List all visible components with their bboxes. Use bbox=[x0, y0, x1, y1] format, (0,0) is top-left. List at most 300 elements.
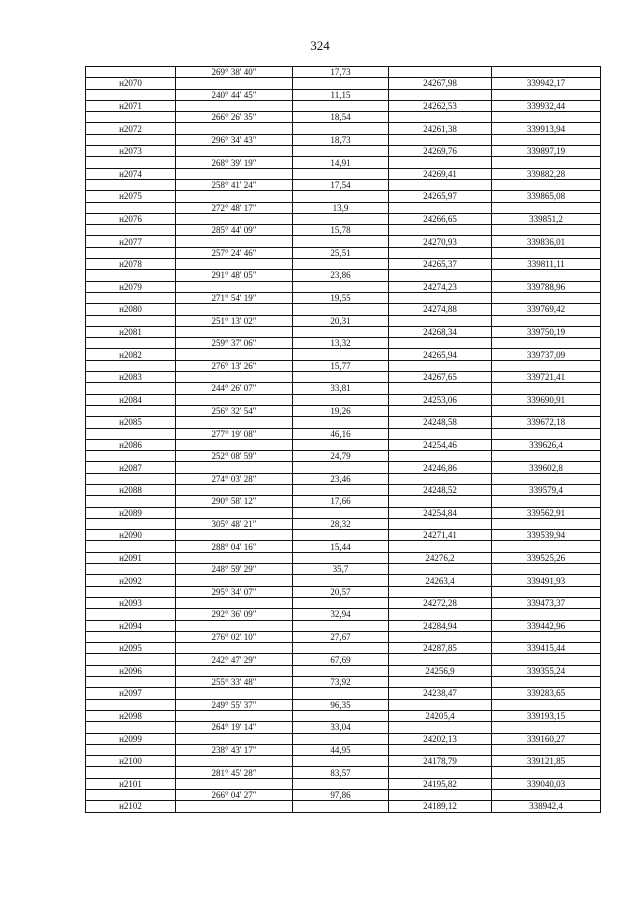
empty-cell bbox=[86, 564, 176, 575]
empty-cell bbox=[293, 259, 389, 270]
empty-cell bbox=[176, 665, 293, 676]
point-row bbox=[86, 665, 601, 676]
bearing-cell: 257° 24' 46" bbox=[176, 247, 293, 258]
x-coordinate-cell: 24266,65 bbox=[389, 213, 492, 224]
empty-cell bbox=[389, 112, 492, 123]
segment-row bbox=[86, 405, 601, 416]
point-name-cell: н2086 bbox=[86, 439, 176, 450]
empty-cell bbox=[86, 383, 176, 394]
distance-cell: 83,57 bbox=[293, 767, 389, 778]
empty-cell bbox=[389, 496, 492, 507]
distance-cell: 19,55 bbox=[293, 292, 389, 303]
point-name-cell: н2075 bbox=[86, 191, 176, 202]
empty-cell bbox=[86, 677, 176, 688]
y-coordinate-cell: 339865,08 bbox=[492, 191, 601, 202]
x-coordinate-cell: 24202,13 bbox=[389, 733, 492, 744]
empty-cell bbox=[389, 586, 492, 597]
empty-cell bbox=[176, 281, 293, 292]
point-name-cell: н2081 bbox=[86, 326, 176, 337]
empty-cell bbox=[389, 767, 492, 778]
point-name-cell: н2087 bbox=[86, 462, 176, 473]
empty-cell bbox=[86, 157, 176, 168]
distance-cell: 11,15 bbox=[293, 89, 389, 100]
y-coordinate-cell: 339539,94 bbox=[492, 530, 601, 541]
empty-cell bbox=[176, 801, 293, 812]
empty-cell bbox=[492, 67, 601, 78]
x-coordinate-cell: 24276,2 bbox=[389, 552, 492, 563]
x-coordinate-cell: 24254,46 bbox=[389, 439, 492, 450]
empty-cell bbox=[389, 564, 492, 575]
distance-cell: 67,69 bbox=[293, 654, 389, 665]
empty-cell bbox=[86, 654, 176, 665]
y-coordinate-cell: 339602,8 bbox=[492, 462, 601, 473]
point-name-cell: н2092 bbox=[86, 575, 176, 586]
empty-cell bbox=[176, 688, 293, 699]
empty-cell bbox=[492, 790, 601, 801]
bearing-cell: 252° 08' 59" bbox=[176, 451, 293, 462]
empty-cell bbox=[492, 722, 601, 733]
point-name-cell: н2098 bbox=[86, 710, 176, 721]
x-coordinate-cell: 24274,23 bbox=[389, 281, 492, 292]
point-name-cell: н2076 bbox=[86, 213, 176, 224]
point-row bbox=[86, 123, 601, 134]
empty-cell bbox=[293, 665, 389, 676]
point-name-cell: н2073 bbox=[86, 146, 176, 157]
distance-cell: 33,81 bbox=[293, 383, 389, 394]
segment-row bbox=[86, 338, 601, 349]
y-coordinate-cell: 339473,37 bbox=[492, 597, 601, 608]
x-coordinate-cell: 24256,9 bbox=[389, 665, 492, 676]
empty-cell bbox=[293, 281, 389, 292]
bearing-cell: 285° 44' 09" bbox=[176, 225, 293, 236]
segment-row bbox=[86, 677, 601, 688]
distance-cell: 20,31 bbox=[293, 315, 389, 326]
y-coordinate-cell: 339836,01 bbox=[492, 236, 601, 247]
empty-cell bbox=[176, 372, 293, 383]
empty-cell bbox=[492, 157, 601, 168]
y-coordinate-cell: 339811,11 bbox=[492, 259, 601, 270]
distance-cell: 17,66 bbox=[293, 496, 389, 507]
point-row bbox=[86, 439, 601, 450]
empty-cell bbox=[389, 202, 492, 213]
segment-row bbox=[86, 767, 601, 778]
x-coordinate-cell: 24269,41 bbox=[389, 168, 492, 179]
point-row bbox=[86, 168, 601, 179]
bearing-cell: 290° 58' 12" bbox=[176, 496, 293, 507]
y-coordinate-cell: 339882,28 bbox=[492, 168, 601, 179]
point-row bbox=[86, 462, 601, 473]
bearing-cell: 274° 03' 28" bbox=[176, 473, 293, 484]
empty-cell bbox=[176, 417, 293, 428]
point-row bbox=[86, 756, 601, 767]
segment-row bbox=[86, 744, 601, 755]
segment-row bbox=[86, 202, 601, 213]
empty-cell bbox=[86, 699, 176, 710]
point-row bbox=[86, 394, 601, 405]
y-coordinate-cell: 339491,93 bbox=[492, 575, 601, 586]
distance-cell: 19,26 bbox=[293, 405, 389, 416]
y-coordinate-cell: 339415,44 bbox=[492, 643, 601, 654]
empty-cell bbox=[86, 451, 176, 462]
empty-cell bbox=[389, 722, 492, 733]
empty-cell bbox=[492, 405, 601, 416]
point-row bbox=[86, 733, 601, 744]
y-coordinate-cell: 339626,4 bbox=[492, 439, 601, 450]
bearing-cell: 264° 19' 14" bbox=[176, 722, 293, 733]
empty-cell bbox=[389, 541, 492, 552]
empty-cell bbox=[293, 123, 389, 134]
empty-cell bbox=[492, 744, 601, 755]
empty-cell bbox=[389, 89, 492, 100]
x-coordinate-cell: 24270,93 bbox=[389, 236, 492, 247]
empty-cell bbox=[492, 179, 601, 190]
empty-cell bbox=[293, 349, 389, 360]
empty-cell bbox=[176, 507, 293, 518]
empty-cell bbox=[293, 326, 389, 337]
point-name-cell: н2102 bbox=[86, 801, 176, 812]
point-name-cell: н2078 bbox=[86, 259, 176, 270]
empty-cell bbox=[492, 654, 601, 665]
segment-row bbox=[86, 451, 601, 462]
point-name-cell: н2088 bbox=[86, 484, 176, 495]
distance-cell: 28,32 bbox=[293, 518, 389, 529]
point-name-cell: н2074 bbox=[86, 168, 176, 179]
point-row bbox=[86, 191, 601, 202]
empty-cell bbox=[293, 801, 389, 812]
distance-cell: 35,7 bbox=[293, 564, 389, 575]
bearing-cell: 259° 37' 06" bbox=[176, 338, 293, 349]
empty-cell bbox=[293, 417, 389, 428]
empty-cell bbox=[293, 484, 389, 495]
x-coordinate-cell: 24272,28 bbox=[389, 597, 492, 608]
empty-cell bbox=[293, 778, 389, 789]
distance-cell: 18,54 bbox=[293, 112, 389, 123]
empty-cell bbox=[293, 191, 389, 202]
empty-cell bbox=[293, 372, 389, 383]
empty-cell bbox=[492, 767, 601, 778]
segment-row bbox=[86, 473, 601, 484]
bearing-cell: 238° 43' 17" bbox=[176, 744, 293, 755]
empty-cell bbox=[293, 733, 389, 744]
empty-cell bbox=[86, 541, 176, 552]
empty-cell bbox=[389, 428, 492, 439]
point-name-cell: н2071 bbox=[86, 100, 176, 111]
point-row bbox=[86, 349, 601, 360]
empty-cell bbox=[389, 473, 492, 484]
x-coordinate-cell: 24265,94 bbox=[389, 349, 492, 360]
empty-cell bbox=[492, 270, 601, 281]
point-name-cell: н2090 bbox=[86, 530, 176, 541]
y-coordinate-cell: 339355,24 bbox=[492, 665, 601, 676]
empty-cell bbox=[293, 394, 389, 405]
segment-row bbox=[86, 360, 601, 371]
empty-cell bbox=[492, 473, 601, 484]
bearing-cell: 281° 45' 28" bbox=[176, 767, 293, 778]
x-coordinate-cell: 24263,4 bbox=[389, 575, 492, 586]
empty-cell bbox=[492, 338, 601, 349]
empty-cell bbox=[389, 677, 492, 688]
empty-cell bbox=[176, 394, 293, 405]
segment-row bbox=[86, 247, 601, 258]
point-name-cell: н2089 bbox=[86, 507, 176, 518]
distance-cell: 14,91 bbox=[293, 157, 389, 168]
distance-cell: 13,9 bbox=[293, 202, 389, 213]
point-row bbox=[86, 78, 601, 89]
empty-cell bbox=[293, 439, 389, 450]
empty-cell bbox=[492, 451, 601, 462]
distance-cell: 97,86 bbox=[293, 790, 389, 801]
distance-cell: 17,73 bbox=[293, 67, 389, 78]
empty-cell bbox=[176, 462, 293, 473]
distance-cell: 32,94 bbox=[293, 609, 389, 620]
point-name-cell: н2083 bbox=[86, 372, 176, 383]
x-coordinate-cell: 24246,86 bbox=[389, 462, 492, 473]
distance-cell: 17,54 bbox=[293, 179, 389, 190]
empty-cell bbox=[389, 179, 492, 190]
x-coordinate-cell: 24287,85 bbox=[389, 643, 492, 654]
empty-cell bbox=[176, 778, 293, 789]
segment-row bbox=[86, 89, 601, 100]
empty-cell bbox=[176, 710, 293, 721]
bearing-cell: 272° 48' 17" bbox=[176, 202, 293, 213]
bearing-cell: 277° 19' 08" bbox=[176, 428, 293, 439]
point-row bbox=[86, 507, 601, 518]
bearing-cell: 271° 54' 19" bbox=[176, 292, 293, 303]
empty-cell bbox=[176, 643, 293, 654]
point-row bbox=[86, 304, 601, 315]
point-row bbox=[86, 484, 601, 495]
point-name-cell: н2085 bbox=[86, 417, 176, 428]
x-coordinate-cell: 24274,88 bbox=[389, 304, 492, 315]
y-coordinate-cell: 338942,4 bbox=[492, 801, 601, 812]
empty-cell bbox=[176, 236, 293, 247]
empty-cell bbox=[86, 496, 176, 507]
point-name-cell: н2099 bbox=[86, 733, 176, 744]
empty-cell bbox=[86, 473, 176, 484]
empty-cell bbox=[389, 383, 492, 394]
empty-cell bbox=[389, 451, 492, 462]
bearing-cell: 295° 34' 07" bbox=[176, 586, 293, 597]
bearing-cell: 296° 34' 43" bbox=[176, 134, 293, 145]
empty-cell bbox=[492, 609, 601, 620]
bearing-cell: 269° 38' 40" bbox=[176, 67, 293, 78]
bearing-cell: 268° 39' 19" bbox=[176, 157, 293, 168]
distance-cell: 27,67 bbox=[293, 631, 389, 642]
y-coordinate-cell: 339913,94 bbox=[492, 123, 601, 134]
empty-cell bbox=[389, 790, 492, 801]
segment-row bbox=[86, 157, 601, 168]
point-name-cell: н2095 bbox=[86, 643, 176, 654]
empty-cell bbox=[86, 134, 176, 145]
x-coordinate-cell: 24248,58 bbox=[389, 417, 492, 428]
segment-row bbox=[86, 586, 601, 597]
point-row bbox=[86, 643, 601, 654]
empty-cell bbox=[176, 349, 293, 360]
bearing-cell: 276° 02' 10" bbox=[176, 631, 293, 642]
empty-cell bbox=[293, 213, 389, 224]
empty-cell bbox=[389, 292, 492, 303]
distance-cell: 73,92 bbox=[293, 677, 389, 688]
y-coordinate-cell: 339690,91 bbox=[492, 394, 601, 405]
point-name-cell: н2079 bbox=[86, 281, 176, 292]
y-coordinate-cell: 339121,85 bbox=[492, 756, 601, 767]
point-row bbox=[86, 146, 601, 157]
bearing-cell: 305° 48' 21" bbox=[176, 518, 293, 529]
empty-cell bbox=[176, 552, 293, 563]
y-coordinate-cell: 339525,26 bbox=[492, 552, 601, 563]
empty-cell bbox=[293, 710, 389, 721]
empty-cell bbox=[492, 586, 601, 597]
point-name-cell: н2100 bbox=[86, 756, 176, 767]
x-coordinate-cell: 24284,94 bbox=[389, 620, 492, 631]
distance-cell: 18,73 bbox=[293, 134, 389, 145]
empty-cell bbox=[389, 360, 492, 371]
point-row bbox=[86, 100, 601, 111]
segment-row bbox=[86, 496, 601, 507]
empty-cell bbox=[86, 225, 176, 236]
empty-cell bbox=[86, 722, 176, 733]
point-name-cell: н2082 bbox=[86, 349, 176, 360]
segment-row bbox=[86, 609, 601, 620]
segment-row bbox=[86, 428, 601, 439]
empty-cell bbox=[389, 134, 492, 145]
empty-cell bbox=[293, 304, 389, 315]
empty-cell bbox=[86, 631, 176, 642]
x-coordinate-cell: 24269,76 bbox=[389, 146, 492, 157]
point-row bbox=[86, 552, 601, 563]
point-name-cell: н2096 bbox=[86, 665, 176, 676]
y-coordinate-cell: 339750,19 bbox=[492, 326, 601, 337]
distance-cell: 20,57 bbox=[293, 586, 389, 597]
empty-cell bbox=[293, 146, 389, 157]
bearing-cell: 258° 41' 24" bbox=[176, 179, 293, 190]
empty-cell bbox=[86, 790, 176, 801]
x-coordinate-cell: 24265,37 bbox=[389, 259, 492, 270]
empty-cell bbox=[492, 292, 601, 303]
y-coordinate-cell: 339579,4 bbox=[492, 484, 601, 495]
point-row bbox=[86, 597, 601, 608]
empty-cell bbox=[389, 699, 492, 710]
y-coordinate-cell: 339932,44 bbox=[492, 100, 601, 111]
segment-row bbox=[86, 564, 601, 575]
empty-cell bbox=[86, 586, 176, 597]
empty-cell bbox=[492, 518, 601, 529]
empty-cell bbox=[492, 564, 601, 575]
point-row bbox=[86, 213, 601, 224]
point-row bbox=[86, 575, 601, 586]
empty-cell bbox=[293, 597, 389, 608]
empty-cell bbox=[389, 744, 492, 755]
distance-cell: 96,35 bbox=[293, 699, 389, 710]
segment-row bbox=[86, 112, 601, 123]
empty-cell bbox=[86, 89, 176, 100]
empty-cell bbox=[492, 699, 601, 710]
empty-cell bbox=[176, 100, 293, 111]
empty-cell bbox=[293, 688, 389, 699]
empty-cell bbox=[492, 225, 601, 236]
empty-cell bbox=[293, 462, 389, 473]
empty-cell bbox=[86, 405, 176, 416]
segment-row bbox=[86, 654, 601, 665]
bearing-cell: 256° 32' 54" bbox=[176, 405, 293, 416]
x-coordinate-cell: 24238,47 bbox=[389, 688, 492, 699]
y-coordinate-cell: 339897,19 bbox=[492, 146, 601, 157]
point-name-cell: н2097 bbox=[86, 688, 176, 699]
x-coordinate-cell: 24271,41 bbox=[389, 530, 492, 541]
point-name-cell: н2084 bbox=[86, 394, 176, 405]
point-row bbox=[86, 620, 601, 631]
bearing-cell: 288° 04' 16" bbox=[176, 541, 293, 552]
point-name-cell: н2101 bbox=[86, 778, 176, 789]
segment-row bbox=[86, 270, 601, 281]
y-coordinate-cell: 339193,15 bbox=[492, 710, 601, 721]
y-coordinate-cell: 339283,65 bbox=[492, 688, 601, 699]
empty-cell bbox=[86, 67, 176, 78]
empty-cell bbox=[176, 78, 293, 89]
empty-cell bbox=[389, 654, 492, 665]
empty-cell bbox=[176, 597, 293, 608]
bearing-cell: 251° 13' 02" bbox=[176, 315, 293, 326]
point-row bbox=[86, 688, 601, 699]
point-row bbox=[86, 372, 601, 383]
segment-row bbox=[86, 67, 601, 78]
point-row bbox=[86, 281, 601, 292]
point-name-cell: н2080 bbox=[86, 304, 176, 315]
empty-cell bbox=[176, 168, 293, 179]
point-row bbox=[86, 801, 601, 812]
point-row bbox=[86, 710, 601, 721]
empty-cell bbox=[389, 518, 492, 529]
segment-row bbox=[86, 225, 601, 236]
empty-cell bbox=[492, 89, 601, 100]
empty-cell bbox=[86, 609, 176, 620]
x-coordinate-cell: 24248,52 bbox=[389, 484, 492, 495]
point-row bbox=[86, 530, 601, 541]
empty-cell bbox=[389, 631, 492, 642]
point-name-cell: н2093 bbox=[86, 597, 176, 608]
y-coordinate-cell: 339040,03 bbox=[492, 778, 601, 789]
bearing-cell: 266° 26' 35" bbox=[176, 112, 293, 123]
x-coordinate-cell: 24267,98 bbox=[389, 78, 492, 89]
empty-cell bbox=[293, 620, 389, 631]
empty-cell bbox=[293, 552, 389, 563]
bearing-cell: 249° 55' 37" bbox=[176, 699, 293, 710]
distance-cell: 13,32 bbox=[293, 338, 389, 349]
empty-cell bbox=[86, 767, 176, 778]
y-coordinate-cell: 339737,09 bbox=[492, 349, 601, 360]
bearing-cell: 240° 44' 45" bbox=[176, 89, 293, 100]
y-coordinate-cell: 339851,2 bbox=[492, 213, 601, 224]
empty-cell bbox=[86, 744, 176, 755]
y-coordinate-cell: 339788,96 bbox=[492, 281, 601, 292]
segment-row bbox=[86, 722, 601, 733]
empty-cell bbox=[176, 484, 293, 495]
empty-cell bbox=[389, 338, 492, 349]
bearing-cell: 248° 59' 29" bbox=[176, 564, 293, 575]
bearing-cell: 276° 13' 26" bbox=[176, 360, 293, 371]
empty-cell bbox=[86, 338, 176, 349]
empty-cell bbox=[389, 247, 492, 258]
segment-row bbox=[86, 790, 601, 801]
empty-cell bbox=[86, 179, 176, 190]
bearing-cell: 266° 04' 27" bbox=[176, 790, 293, 801]
empty-cell bbox=[293, 575, 389, 586]
x-coordinate-cell: 24189,12 bbox=[389, 801, 492, 812]
empty-cell bbox=[293, 530, 389, 541]
x-coordinate-cell: 24195,82 bbox=[389, 778, 492, 789]
y-coordinate-cell: 339721,41 bbox=[492, 372, 601, 383]
point-name-cell: н2070 bbox=[86, 78, 176, 89]
